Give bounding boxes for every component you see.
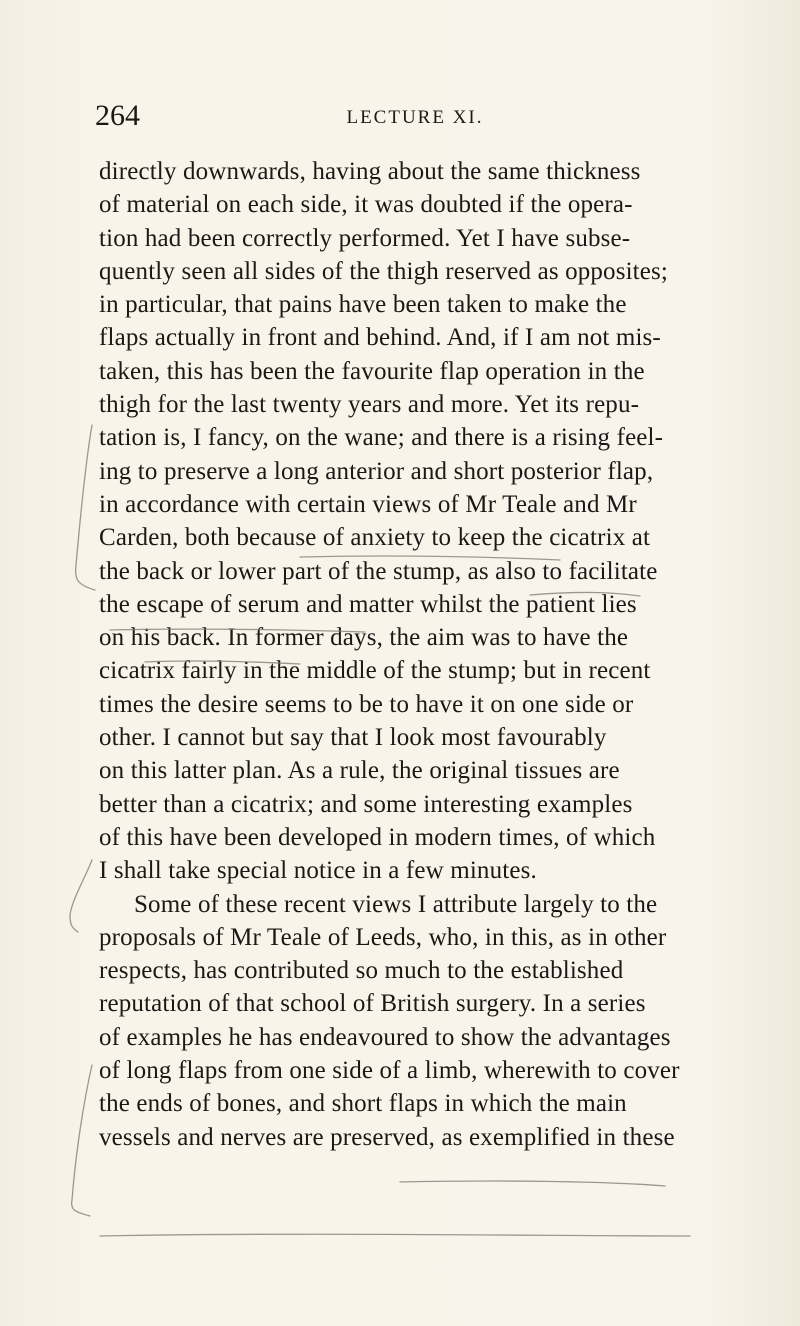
margin-bracket-mark <box>72 1065 92 1216</box>
text-line: respects, has contributed so much to the established <box>99 957 624 985</box>
text-line: of long flaps from one side of a limb, wherewith to cover <box>99 1057 680 1085</box>
margin-bracket-mark <box>76 425 95 590</box>
text-line: the ends of bones, and short flaps in which the main <box>99 1090 627 1118</box>
text-line: flaps actually in front and behind. And, if I am not mis- <box>99 324 661 352</box>
text-line: vessels and nerves are preserved, as exemplified in these <box>99 1123 675 1151</box>
text-line: other. I cannot but say that I look most favourably <box>99 724 607 752</box>
text-line: reputation of that school of British surgery. In a series <box>99 990 646 1018</box>
text-line: on his back. In former days, the aim was to have the <box>99 624 629 652</box>
running-head: LECTURE XI. <box>346 107 484 128</box>
text-line: the back or lower part of the stump, as also to facilitate <box>99 557 658 585</box>
underline-mark <box>100 1234 690 1236</box>
text-line: proposals of Mr Teale of Leeds, who, in this, as in other <box>99 923 667 951</box>
text-line: of examples he has endeavoured to show the advantages <box>99 1023 671 1051</box>
page-header <box>95 100 735 140</box>
text-line: tion had been correctly performed. Yet I have subse- <box>99 224 631 252</box>
text-line: of material on each side, it was doubted if the opera- <box>99 191 633 219</box>
text-line: quently seen all sides of the thigh reserved as opposites; <box>99 257 668 285</box>
text-line: taken, this has been the favourite flap operation in the <box>99 357 645 385</box>
text-line: tation is, I fancy, on the wane; and there is a rising feel- <box>99 424 664 452</box>
text-line: better than a cicatrix; and some interesting examples <box>99 790 633 818</box>
page-number: 264 <box>95 99 140 132</box>
margin-bracket-mark <box>70 860 92 932</box>
text-line: the escape of serum and matter whilst the patient lies <box>99 590 637 618</box>
paragraph-first-line: Some of these recent views I attribute largely to the <box>134 890 658 918</box>
text-line: ing to preserve a long anterior and short posterior flap, <box>99 457 654 485</box>
text-line: cicatrix fairly in the middle of the stump; but in recent <box>99 657 651 685</box>
text-line: directly downwards, having about the same thickness <box>99 158 641 185</box>
text-line: thigh for the last twenty years and more. Yet its repu- <box>99 391 640 419</box>
text-line: of this have been developed in modern times, of which <box>99 823 656 851</box>
text-line: on this latter plan. As a rule, the original tissues are <box>99 757 620 785</box>
text-line: Carden, both because of anxiety to keep the cicatrix at <box>99 524 651 552</box>
text-line: in accordance with certain views of Mr Teale and Mr <box>99 490 637 518</box>
text-line: in particular, that pains have been taken to make the <box>99 291 627 319</box>
text-line: I shall take special notice in a few minutes. <box>99 857 537 885</box>
text-line: times the desire seems to be to have it on one side or <box>99 690 634 718</box>
underline-mark <box>400 1181 665 1186</box>
body-text <box>99 155 739 1154</box>
